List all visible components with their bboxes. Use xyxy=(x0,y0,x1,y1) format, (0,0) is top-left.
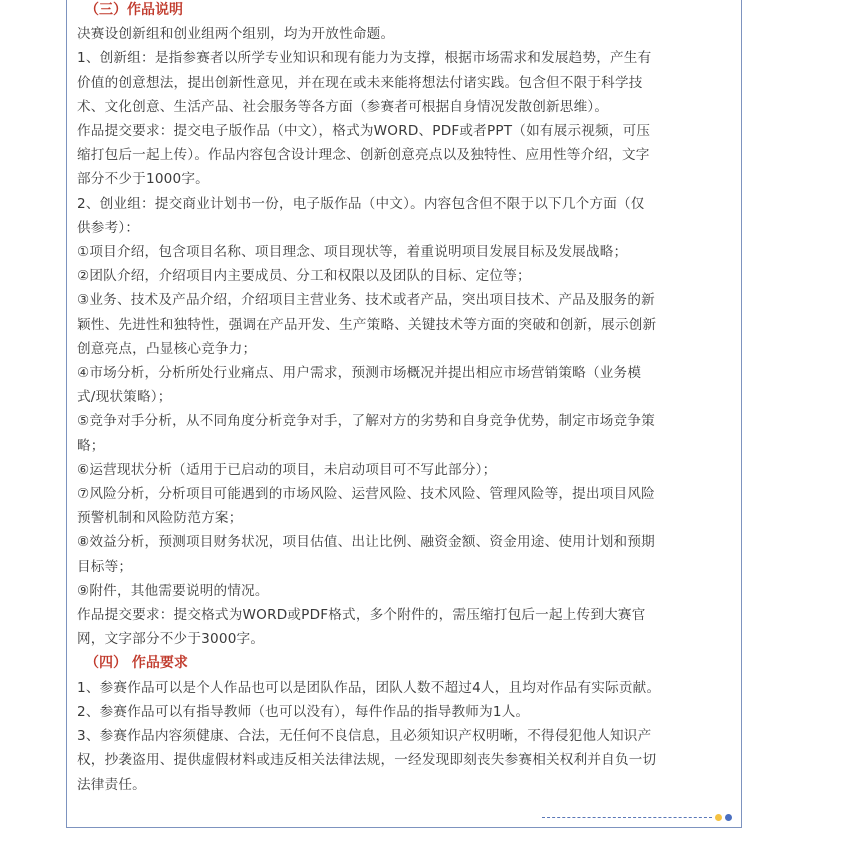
article-content xyxy=(77,0,733,797)
paragraph-line: ②团队介绍，介绍项目内主要成员、分工和权限以及团队的目标、定位等； xyxy=(77,268,531,285)
paragraph-line: ④市场分析，分析所处行业痛点、用户需求，预测市场概况并提出相应市场营销策略（业务模 xyxy=(77,365,642,382)
paragraph-line: 式/现状策略）； xyxy=(77,389,172,406)
paragraph-line: ⑥运营现状分析（适用于已启动的项目，未启动项目可不写此部分）； xyxy=(77,461,497,478)
paragraph-line: 颖性、先进性和独特性，强调在产品开发、生产策略、关键技术等方面的突破和创新，展示创新 xyxy=(77,316,657,333)
paragraph-line: 作品提交要求：提交格式为WORD或PDF格式，多个附件的，需压缩打包后一起上传到大赛官 xyxy=(77,607,646,624)
footer-decoration xyxy=(542,814,732,822)
paragraph-line: 2、创业组：提交商业计划书一份，电子版作品（中文）。内容包含但不限于以下几个方面（仅 xyxy=(77,195,645,212)
paragraph-line: 3、参赛作品内容须健康、合法，无任何不良信息，且必须知识产权明晰，不得侵犯他人知识产 xyxy=(77,728,652,745)
paragraph-line: 权，抄袭盗用、提供虚假材料或违反相关法律法规，一经发现即刻丧失参赛相关权利并自负一切 xyxy=(77,752,657,769)
paragraph-line: ①项目介绍，包含项目名称、项目理念、项目现状等，着重说明项目发展目标及发展战略； xyxy=(77,244,628,261)
paragraph-line: ⑨附件，其他需要说明的情况。 xyxy=(77,582,269,599)
paragraph-line: 决赛设创新组和创业组两个组别，均为开放性命题。 xyxy=(77,26,395,43)
paragraph-line: 价值的创意想法，提出创新性意见，并在现在或未来能将想法付诸实践。包含但不限于科学技 xyxy=(77,74,643,91)
blue-dot-icon xyxy=(725,814,732,821)
paragraph-line: 作品提交要求：提交电子版作品（中文），格式为WORD、PDF或者PPT（如有展示视频，可压 xyxy=(77,123,651,140)
paragraph-line: 缩打包后一起上传）。作品内容包含设计理念、创新创意亮点以及独特性、应用性等介绍，文字 xyxy=(77,147,650,164)
paragraph-line: ⑧效益分析，预测项目财务状况，项目估值、出让比例、融资金额、资金用途、使用计划和预期 xyxy=(77,534,655,551)
paragraph-line: 1、参赛作品可以是个人作品也可以是团队作品，团队人数不超过4人，且均对作品有实际贡献。 xyxy=(77,679,661,696)
paragraph-line: 供参考）： xyxy=(77,219,140,236)
paragraph-line: 目标等； xyxy=(77,558,133,575)
article-card xyxy=(66,0,742,828)
paragraph-line: 法律责任。 xyxy=(77,776,146,793)
section-heading: （三）作品说明 xyxy=(85,2,183,18)
paragraph-line: 网，文字部分不少于3000字。 xyxy=(77,631,265,648)
dashed-divider xyxy=(542,817,712,818)
paragraph-line: 术、文化创意、生活产品、社会服务等各方面（参赛者可根据自身情况发散创新思维）。 xyxy=(77,98,609,115)
paragraph-line: 1、创新组：是指参赛者以所学专业知识和现有能力为支撑，根据市场需求和发展趋势，产生有 xyxy=(77,50,652,67)
paragraph-line: 2、参赛作品可以有指导教师（也可以没有），每件作品的指导教师为1人。 xyxy=(77,703,530,720)
paragraph-line: 创意亮点，凸显核心竞争力； xyxy=(77,340,257,357)
yellow-dot-icon xyxy=(715,814,722,821)
paragraph-line: 预警机制和风险防范方案； xyxy=(77,510,243,527)
paragraph-line: ⑤竞争对手分析，从不同角度分析竞争对手，了解对方的劣势和自身竞争优势，制定市场竞争策 xyxy=(77,413,655,430)
paragraph-line: ⑦风险分析，分析项目可能遇到的市场风险、运营风险、技术风险、管理风险等，提出项目风险 xyxy=(77,486,655,503)
paragraph-line: ③业务、技术及产品介绍，介绍项目主营业务、技术或者产品，突出项目技术、产品及服务的新 xyxy=(77,292,655,309)
paragraph-line: 略； xyxy=(77,437,105,454)
paragraph-line: 部分不少于1000字。 xyxy=(77,171,209,188)
section-heading: （四） 作品要求 xyxy=(85,655,188,672)
